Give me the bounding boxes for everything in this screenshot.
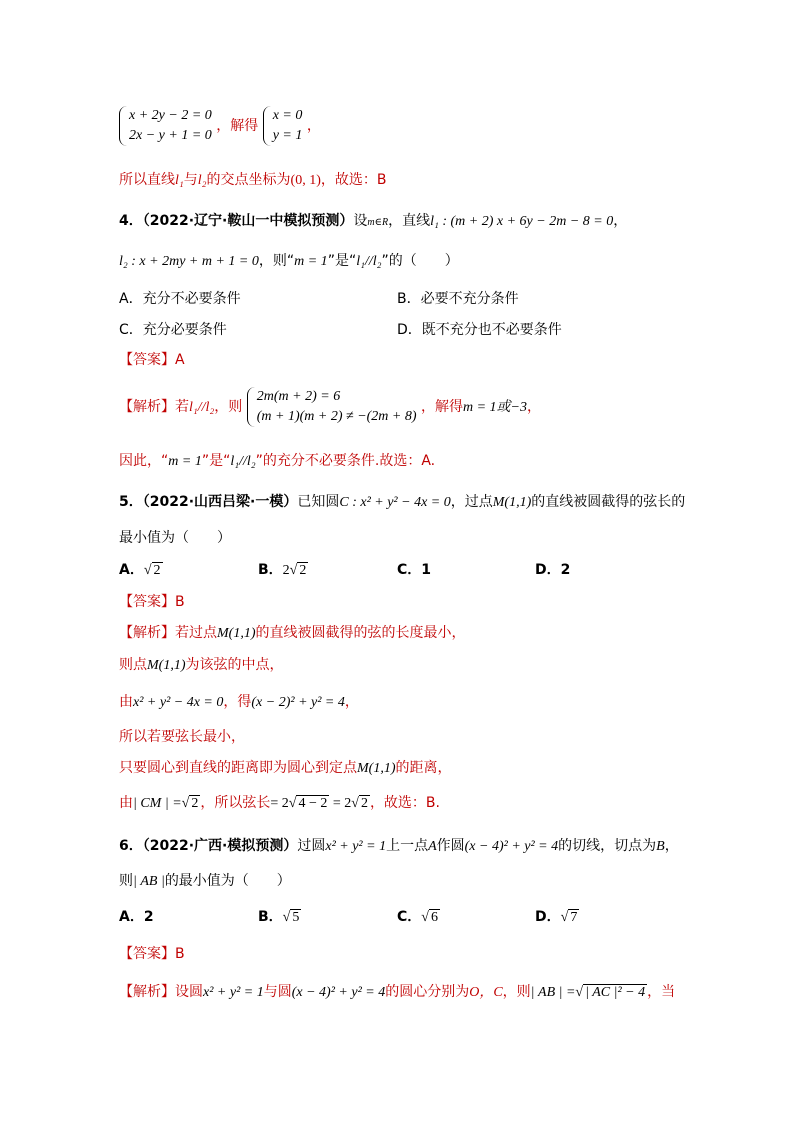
q4-analysis: 【解析】若l₁//l₂，则 2m(m + 2) = 6 (m + 1)(m + 2) ≠ −(2m + 8) ，解得m = 1或−3， [119,387,541,427]
q4-option-c: C．充分必要条件 [119,322,227,338]
q5-option-b: B．2√ 2 [258,562,307,578]
q4-option-d: D．既不充分也不必要条件 [397,322,562,338]
q5-analysis-line4: 所以若要弦长最小， [119,729,245,745]
q6-option-b: B．√ 5 [258,909,300,925]
q5-analysis-line3: 由x² + y² − 4x = 0，得(x − 2)² + y² = 4， [119,694,359,710]
q5-analysis-line6: 由| CM | =√ 2 ，所以弦长= 2√ 4 − 2 = 2√ 2 ，故选：B. [119,795,440,811]
q5-analysis-line5: 只要圆心到直线的距离即为圆心到定点M(1,1)的距离， [119,760,452,776]
q5-option-a: A．√ 2 [119,562,161,578]
q6-answer: 【答案】B [119,946,185,962]
left-brace-icon [263,106,272,146]
q5-option-d: D．2 [535,562,571,578]
q4-stem-line2: l₂ : x + 2my + m + 1 = 0，则“m = 1”是“l₁//l₂”的（ ） [119,253,459,269]
q3-conclusion: 所以直线l₁与l₂的交点坐标为(0, 1)，故选：B [119,172,387,188]
q6-stem-line1: 6．（2022·广西·模拟预测）过圆x² + y² = 1上一点A作圆(x − 4)² + y² = 4的切线，切点为B， [119,838,679,854]
q4-answer: 【答案】A [119,352,185,368]
q5-analysis-line1: 【解析】若过点M(1,1)的直线被圆截得的弦的长度最小， [119,625,466,641]
solution-system: x = 0 y = 1 [263,106,303,146]
equation-system: x + 2y − 2 = 0 2x − y + 1 = 0 [119,106,212,146]
q4-stem-line1: 4．（2022·辽宁·鞍山一中模拟预测）设m∈R，直线l₁ : (m + 2) x + 6y − 2m − 8 = 0， [119,213,628,229]
q6-analysis: 【解析】设圆x² + y² = 1与圆(x − 4)² + y² = 4的圆心分别为O，C，则| AB | =√ | AC |² − 4 ，当 [119,984,676,1000]
q5-stem-line1: 5．（2022·山西吕梁·一模）已知圆C : x² + y² − 4x = 0，过点M(1,1)的直线被圆截得的弦长的 [119,494,686,510]
left-brace-icon [247,387,256,427]
q5-answer: 【答案】B [119,594,185,610]
q4-option-b: B．必要不充分条件 [397,291,519,307]
q6-option-c: C．√ 6 [397,909,438,925]
q6-stem-line2: 则| AB |的最小值为（ ） [119,873,291,889]
q4-option-a: A．充分不必要条件 [119,291,241,307]
q3-system-line: x + 2y − 2 = 0 2x − y + 1 = 0 ，解得 x = 0 y = 1 ， [119,106,321,146]
q6-option-d: D．√ 7 [535,909,578,925]
left-brace-icon [119,106,128,146]
q5-option-c: C．1 [397,562,432,578]
equation-system: 2m(m + 2) = 6 (m + 1)(m + 2) ≠ −(2m + 8) [247,387,417,427]
q5-stem-line2: 最小值为（ ） [119,530,231,546]
q5-analysis-line2: 则点M(1,1)为该弦的中点， [119,657,284,673]
q4-conclusion: 因此，“m = 1”是“l₁//l₂”的充分不必要条件.故选：A. [119,453,436,469]
q6-option-a: A．2 [119,909,154,925]
